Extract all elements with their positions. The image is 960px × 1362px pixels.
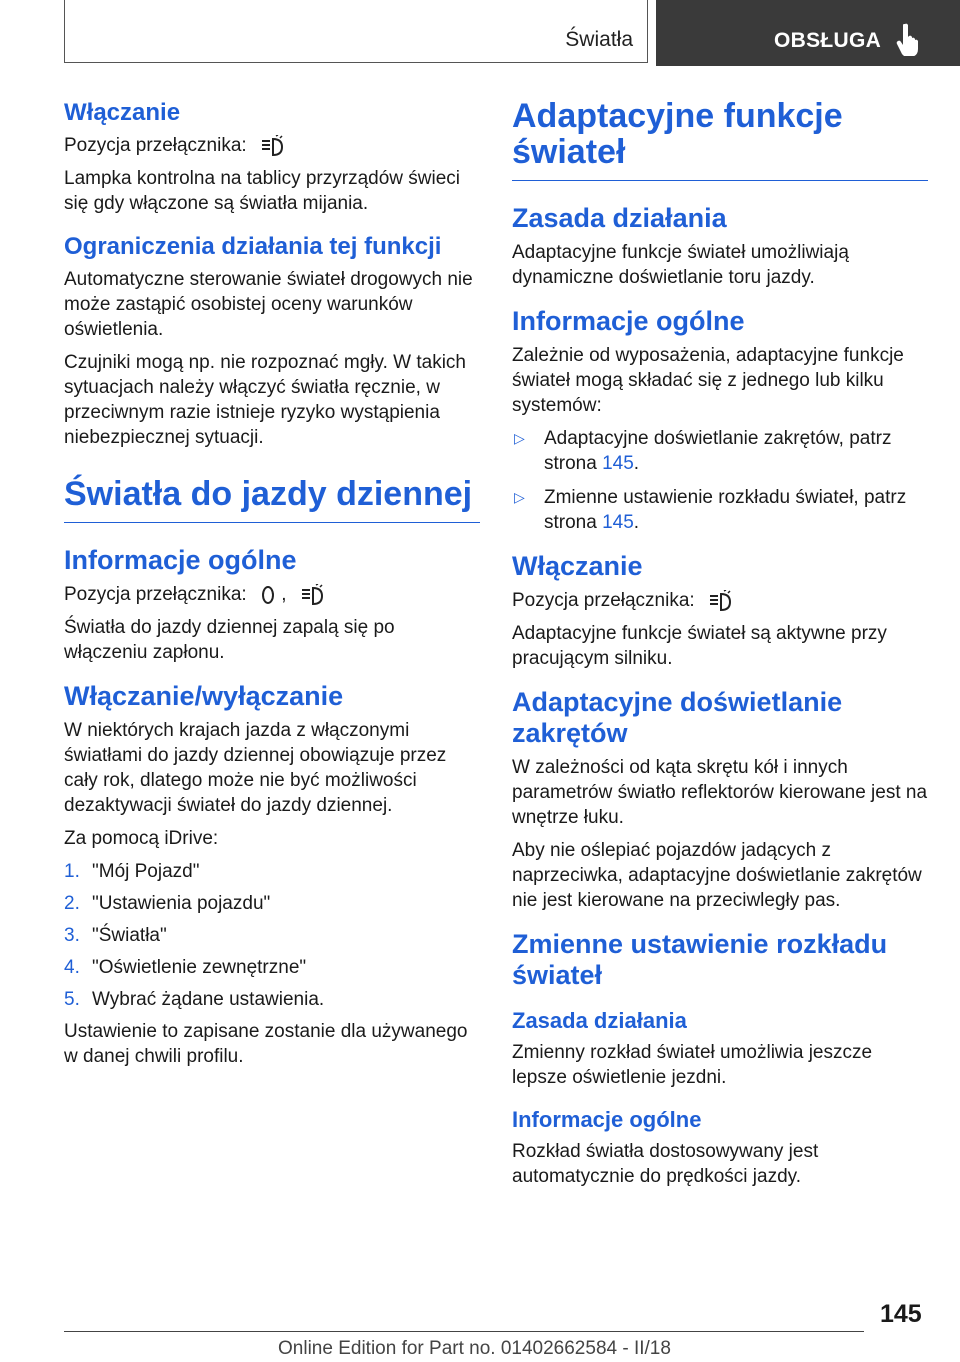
high-beam-assist-icon: [708, 590, 734, 612]
switch-zero-icon: [260, 584, 276, 606]
idrive-steps-list: [64, 859, 480, 1012]
header-section-title: Światła: [565, 28, 633, 51]
heading-doswietlanie-zakretow: Adaptacyjne doświetlanie zakrętów: [512, 687, 843, 748]
paragraph: Zmienny rozkład świateł umożliwia jeszcze lepsze oświetlenie jezdni.: [512, 1042, 873, 1088]
paragraph: Aby nie oślepiać pojazdów jadących z naprzeciwka, adaptacyjne doświetlanie zakrętów nie jest kierowane na przeciwległy pas.: [512, 840, 922, 911]
heading-zasada-dzialania: Zasada działania: [512, 1008, 687, 1033]
paragraph: Zależnie od wyposażenia, adaptacyjne funkcje świateł mogą składać się z jednego lub kilku systemów:: [512, 345, 904, 416]
heading-zmienne-ustawienie: Zmienne ustawienie rozkładu świateł: [512, 929, 888, 990]
paragraph: Światła do jazdy dziennej zapalą się po włączeniu zapłonu.: [64, 617, 395, 663]
heading-informacje-ogolne: Informacje ogólne: [512, 306, 745, 336]
footer-divider: [64, 1331, 864, 1332]
left-column: [64, 98, 480, 1077]
list-item: 2. "Ustawienia pojazdu": [64, 893, 271, 914]
heading-informacje-ogolne: Informacje ogólne: [512, 1107, 702, 1132]
list-item: 1. "Mój Pojazd": [64, 861, 200, 882]
high-beam-assist-icon: [260, 135, 286, 157]
heading-zasada-dzialania: Zasada działania: [512, 203, 727, 233]
header-section-box: [64, 0, 648, 63]
right-column: [512, 98, 928, 1197]
paragraph: W niektórych krajach jazda z włączonymi światłami do jazdy dziennej obowiązuje przez cały rok, dlatego może nie być możliwości dezaktywacji świateł do jazdy dziennej.: [64, 720, 447, 816]
page-number: 145: [880, 1300, 922, 1328]
triangle-bullet-icon: ▷: [514, 430, 525, 446]
list-item: 4. "Oświetlenie zewnętrzne": [64, 957, 307, 978]
paragraph: Za pomocą iDrive:: [64, 828, 219, 849]
footer-edition: Online Edition for Part no. 01402662584 - II/18: [278, 1338, 671, 1359]
list-item: ▷ Zmienne ustawienie rozkładu świateł, patrz strona 145.: [514, 487, 907, 533]
systems-list: [512, 426, 928, 535]
paragraph: Adaptacyjne funkcje świateł umożliwiają dynamiczne doświetlanie toru jazdy.: [512, 242, 849, 288]
switch-position-text: Pozycja przełącznika:: [64, 133, 480, 158]
paragraph: W zależności od kąta skrętu kół i innych parametrów światło reflektorów kierowane jest na wnętrze łuku.: [512, 757, 928, 828]
high-beam-assist-icon: [300, 584, 326, 606]
switch-position-text: Pozycja przełącznika:: [512, 588, 928, 613]
heading-swiatla-dzienne: Światła do jazdy dziennej: [64, 476, 480, 523]
list-item: ▷ Adaptacyjne doświetlanie zakrętów, patrz strona 145.: [514, 428, 892, 474]
list-item: 3. "Światła": [64, 925, 167, 946]
paragraph: Ustawienie to zapisane zostanie dla używanego w danej chwili profilu.: [64, 1021, 468, 1067]
heading-wlaczanie: Włączanie: [512, 551, 643, 581]
heading-informacje-ogolne: Informacje ogólne: [64, 545, 297, 575]
switch-position-text: Pozycja przełącznika: ,: [64, 582, 480, 607]
heading-wlaczanie-wylaczanie: Włączanie/wyłączanie: [64, 681, 344, 711]
paragraph: Lampka kontrolna na tablicy przyrządów świeci się gdy włączone są światła mijania.: [64, 168, 461, 214]
header-chapter-box: [656, 0, 960, 66]
header-chapter-title: OBSŁUGA: [774, 29, 882, 52]
hand-pointer-icon: [896, 22, 924, 56]
heading-wlaczanie: Włączanie: [64, 99, 181, 126]
heading-adaptacyjne-funkcje: Adaptacyjne funkcje świateł: [512, 98, 928, 181]
page-link[interactable]: 145: [602, 453, 634, 474]
paragraph: Rozkład światła dostosowywany jest automatycznie do prędkości jazdy.: [512, 1141, 819, 1187]
paragraph: Adaptacyjne funkcje świateł są aktywne przy pracującym silniku.: [512, 623, 887, 669]
paragraph: Czujniki mogą np. nie rozpoznać mgły. W takich sytuacjach należy włączyć światła ręcznie, w przeciwnym razie istnieje ryzyko wystąpienia niebezpiecznej sytuacji.: [64, 352, 466, 448]
page-header: [0, 0, 960, 66]
list-item: 5. Wybrać żądane ustawienia.: [64, 989, 325, 1010]
heading-ograniczenia: Ograniczenia działania tej funkcji: [64, 233, 442, 260]
paragraph: Automatyczne sterowanie świateł drogowych nie może zastąpić osobistej oceny warunków oświetlenia.: [64, 269, 473, 340]
page-link[interactable]: 145: [602, 512, 634, 533]
triangle-bullet-icon: ▷: [514, 489, 525, 505]
